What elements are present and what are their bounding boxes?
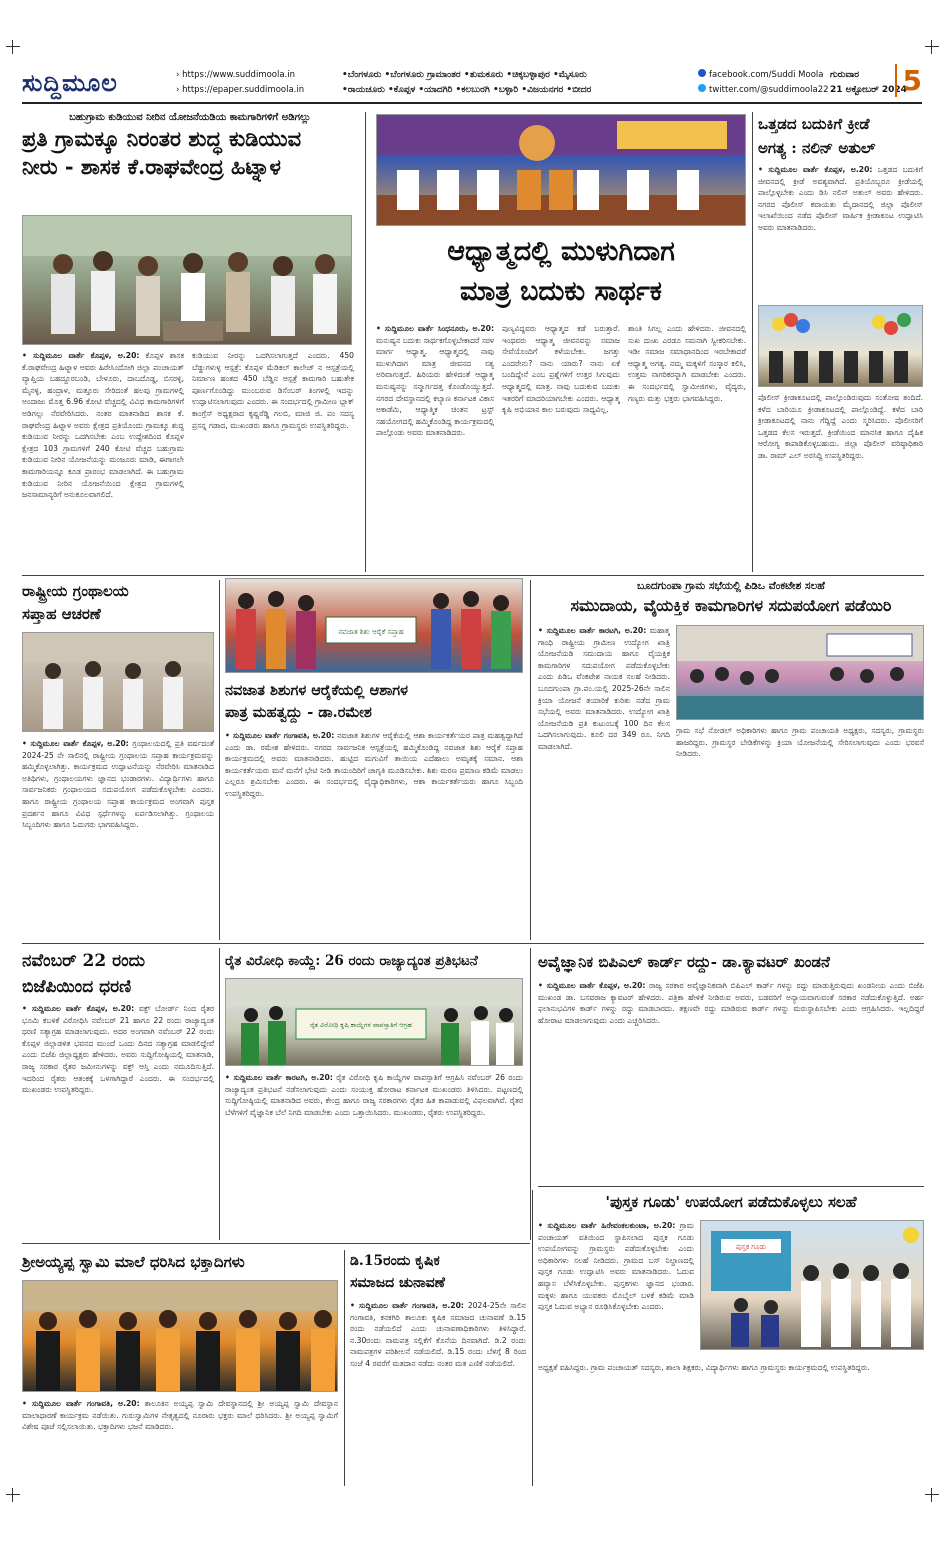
story-krishika-body <box>350 1300 526 1484</box>
photo-sports-meet <box>758 305 923 387</box>
story-library-body <box>22 738 214 938</box>
story-byline: • ಸುದ್ದಿಮೂಲ ವಾರ್ತೆ ಕೊಪ್ಪಳ, ಅ.20: <box>538 981 646 990</box>
book-nest-sign: ಪುಸ್ತಕ ಗೂಡು <box>735 1243 767 1251</box>
story-headline: ಶ್ರೀಅಯ್ಯಪ್ಪ ಸ್ವಾಮಿ ಮಾಲೆ ಧರಿಸಿದ ಭಕ್ತಾದಿಗಳು <box>22 1253 245 1271</box>
website-link[interactable]: › https://www.suddimoola.in <box>176 70 296 80</box>
photo-crowd-illustration <box>23 216 352 345</box>
story-byline: • ಸುದ್ದಿಮೂಲ ವಾರ್ತೆ ಸಿಂಧನೂರು, ಅ.20: <box>376 324 494 333</box>
issue-date-text: 21 ಅಕ್ಟೋಬರ್ 2024 <box>830 85 907 95</box>
story-headline-line2: ಬಿಜೆಪಿಯಿಂದ ಧರಣಿ <box>22 977 132 997</box>
story-byline: • ಸುದ್ದಿಮೂಲ ವಾರ್ತೆ ಕೊಪ್ಪಳ, ಅ.20: <box>22 1004 135 1013</box>
photo-ayyappa-devotees <box>22 1280 338 1392</box>
social-links <box>698 68 829 98</box>
story-headline-line2: ಅಗತ್ಯ : ನಲಿನ್ ಅತುಲ್ <box>758 139 876 157</box>
city-row-2: •ರಾಯಚೂರು •ಕೊಪ್ಪಳ •ಯಾದಗಿರಿ •ಕಲಬುರಗಿ •ಬಳ್ಳಾರಿ •ವಿಜಯನಗರ •ಬೀದರ <box>342 85 592 95</box>
photo-banner-text: ನವಜಾತ ಶಿಶು ಆರೈಕೆ ಸಪ್ತಾಹ <box>338 628 404 636</box>
story-bpl-body <box>538 980 924 1180</box>
story-byline: • ಸುದ್ದಿಮೂಲ ವಾರ್ತೆ ಗಂಗಾವತಿ, ಅ.20: <box>22 1399 140 1408</box>
story-headline: ಅವೈಜ್ಞಾನಿಕ ಬಿಪಿಎಲ್ ಕಾರ್ಡ್ ರದ್ದು- ಡಾ.ಕ್ಯಾವಟರ್ ಖಂಡನೆ <box>538 953 830 971</box>
story-byline: • ಸುದ್ದಿಮೂಲ ವಾರ್ತೆ ಕಾರಟಗಿ, ಅ.20: <box>225 1073 333 1082</box>
story-text: 2024-25ನೇ ಸಾಲಿನ ಗಂಗಾವತಿ, ಕನಕಗಿರಿ ತಾಲೂಕು ಕೃಷಿಕ ಸಮಾಜದ ಚುನಾವಣೆ ಡಿ.15 ರಂದು ನಡೆಯಲಿದೆ ಎಂದು ಚುನಾವಣಾಧಿಕಾರಿಗಳು ತಿಳಿಸಿದ್ದಾರೆ. ನ.30ರಂದು ನಾಮಪತ್ರ ಸಲ್ಲಿಕೆಗೆ ಕೊನೆಯ ದಿನವಾಗಿದೆ. ಡಿ.2 ರಂದು ನಾಮಪತ್ರಗಳ ಪರಿಶೀಲನೆ ನಡೆಯಲಿದೆ. ಡಿ.15 ರಂದು ಬೆಳಿಗ್ಗೆ 8 ರಿಂದ ಸಂಜೆ 4 ರವರೆಗೆ ಮತದಾನ ನಡೆದು ನಂತರ ಮತ ಎಣಿಕೆ ನಡೆಯಲಿದೆ. <box>350 1301 526 1368</box>
story-bjp-protest <box>22 948 217 1000</box>
masthead <box>22 64 922 104</box>
story-headline-line1: ನವೆಂಬರ್ 22 ರಂದು <box>22 951 145 971</box>
story-headline-line2: ಪಾತ್ರ ಮಹತ್ವದ್ದು - ಡಾ.ರಮೇಶ <box>225 704 372 721</box>
story-text: ಮನುಷ್ಯನ ಬದುಕು ಸಾರ್ಥಕಗೊಳ್ಳಬೇಕಾದರೆ ಸರಳ ಮಾರ್ಗ ಆಧ್ಯಾತ್ಮ. ಆಧ್ಯಾತ್ಮದಲ್ಲಿ ನಾವು ಮುಳುಗಿದಾಗ ಮಾತ್ರ ಜೀವನದ ಸತ್ಯ ಅರಿವಾಗುತ್ತದೆ. ಹಿರಿಯರು ಹೇಳಿದಂತೆ ಆಧ್ಯಾತ್ಮ ಮನುಷ್ಯನನ್ನು ಸನ್ಮಾರ್ಗದತ್ತ ಕೊಂಡೊಯ್ಯುತ್ತದೆ. ನಗರದ ದೇವಸ್ಥಾನದಲ್ಲಿ ಕಲ್ಯಾಣ ಕರ್ನಾಟಕ ವಿಕಾಸ ಅಕಾಡೆಮಿ, ಆಧ್ಯಾತ್ಮಿಕ ಚಿಂತನ ಟ್ರಸ್ಟ್ ಸಹಯೋಗದಲ್ಲಿ ಹಮ್ಮಿಕೊಂಡಿದ್ದ ಕಾರ್ಯಕ್ರಮದಲ್ಲಿ ಪಾಲ್ಗೊಂಡು ಅವರು ಮಾತನಾಡಿದರು. <box>376 335 494 438</box>
story-spiritual <box>376 232 746 312</box>
story-bpl-card <box>538 950 924 974</box>
page-number: 5 <box>895 64 922 97</box>
story-kicker: ಬಹುಗ್ರಾಮ ಕುಡಿಯುವ ನೀರಿನ ಯೋಜನೆಯಡಿಯ ಕಾಮಗಾರಿಗಳಿಗೆ ಅಡಿಗಲ್ಲು <box>69 112 311 123</box>
crop-mark <box>6 1488 20 1502</box>
story-pdo-body <box>538 625 670 940</box>
story-text-col2: ಪುಣ್ಯವಿದ್ದವರು ಆಧ್ಯಾತ್ಮದ ಕಡೆ ಬರುತ್ತಾರೆ. ಇಂಥವರು ಆಧ್ಯಾತ್ಮ ಜೀವನವನ್ನು ಸಮಾಜ ಸೇವೆಯೊಂದಿಗೆ ಕಳೆಯಬೇಕು. ಜಗತ್ತು ಎಂದರೇನು? ನಾನು ಯಾರು? ನಾನು ಏಕೆ ಬಂದಿದ್ದೇನೆ ಎಂಬ ಪ್ರಶ್ನೆಗಳಿಗೆ ಉತ್ತರ ಸಿಗುವುದು ಆಧ್ಯಾತ್ಮದಲ್ಲಿ ಮಾತ್ರ. ನಾವು ಬದುಕುವ ಬದುಕು ಇತರರಿಗೆ ಮಾದರಿಯಾಗಬೇಕು ಎಂದರು. ಆಧ್ಯಾತ್ಮ ಕೃಷಿ ಅಭಿಯಾನ ಕಾಲ ಬರುವುದು ಸಾಧ್ಯವಿಲ್ಲ. <box>502 324 620 415</box>
facebook-icon <box>698 69 706 77</box>
facebook-link[interactable]: facebook.com/Suddi Moola <box>709 70 824 80</box>
crop-mark <box>925 40 939 54</box>
story-byline: • ಸುದ್ದಿಮೂಲ ವಾರ್ತೆ ಹಿರೇವಂಕಲಕುಂಟಾ, ಅ.20: <box>538 1221 676 1230</box>
story-pdo-body-continued <box>676 725 924 940</box>
story-text: ವಕ್ಫ್ ಬೋರ್ಡ್ ನಿಂದ ರೈತರ ಭೂಮಿ ಕಬಳಿಕೆ ವಿರೋಧಿಸಿ ನವೆಂಬರ್ 21 ಹಾಗೂ 22 ರಂದು ರಾಜ್ಯಾದ್ಯಂತ ಧರಣಿ ಸತ್ಯಾಗ್ರಹ ಮಾಡಲಾಗುವುದು. ಅದರ ಅಂಗವಾಗಿ ನವೆಂಬರ್ 22 ರಂದು ಕೊಪ್ಪಳ ಜಿಲ್ಲಾಡಳಿತ ಭವನದ ಮುಂದೆ ಒಂದು ದಿನದ ಸತ್ಯಾಗ್ರಹ ಮಾಡಲಿದ್ದೇವೆ ಎಂದು ಬಿಜೆಪಿ ಜಿಲ್ಲಾಧ್ಯಕ್ಷರು ಹೇಳಿದರು. ಅವರು ಸುದ್ದಿಗೋಷ್ಠಿಯಲ್ಲಿ ಮಾತನಾಡಿ, ರಾಜ್ಯ ಸರಕಾರ ರೈತರ ಜಮೀನುಗಳನ್ನು ವಕ್ಫ್ ಆಸ್ತಿ ಎಂದು ನಮೂದಿಸುತ್ತಿದೆ. ಇದರಿಂದ ರೈತರು ಆತಂಕಕ್ಕೆ ಒಳಗಾಗಿದ್ದಾರೆ ಎಂದರು. ಈ ಸಂದರ್ಭದಲ್ಲಿ ಮುಖಂಡರು ಉಪಸ್ಥಿತರಿದ್ದರು. <box>22 1004 214 1095</box>
twitter-link[interactable]: twitter.com/@suddimoola22 <box>709 85 829 95</box>
story-byline: • ಸುದ್ದಿಮೂಲ ವಾರ್ತೆ ಕೊಪ್ಪಳ, ಅ.20: <box>22 351 140 360</box>
story-headline: ಸಮುದಾಯ, ವೈಯಕ್ತಿಕ ಕಾಮಗಾರಿಗಳ ಸದುಪಯೋಗ ಪಡೆಯಿರಿ <box>570 596 892 615</box>
story-headline-line1: ರಾಷ್ಟ್ರೀಯ ಗ್ರಂಥಾಲಯ <box>22 582 129 600</box>
story-text: ತಾಲೂಕಿನ ಅಯ್ಯಪ್ಪ ಸ್ವಾಮಿ ದೇವಸ್ಥಾನದಲ್ಲಿ ಶ್ರೀ ಅಯ್ಯಪ್ಪ ಸ್ವಾಮಿ ದೇವಸ್ಥಾನ ಮಾಲಾಧಾರಣೆ ಕಾರ್ಯಕ್ರಮ ನಡೆಯಿತು. ಗುರುಸ್ವಾಮಿಗಳ ನೇತೃತ್ವದಲ್ಲಿ ನೂರಾರು ಭಕ್ತರು ಮಾಲೆ ಧರಿಸಿದರು. ಶ್ರೀ ಅಯ್ಯಪ್ಪ ಸ್ವಾಮಿಗೆ ವಿಶೇಷ ಪೂಜೆ ಸಲ್ಲಿಸಲಾಯಿತು. ಭಕ್ತಾದಿಗಳು ಭಜನೆ ಮಾಡಿದರು. <box>22 1399 338 1432</box>
story-headline-line2: ಸಮಾಜದ ಚುನಾವಣೆ <box>350 1275 445 1291</box>
photo-book-nest <box>700 1220 924 1350</box>
photo-spiritual-event <box>376 114 746 226</box>
story-kicker: ಬೂದಗುಂಪಾ ಗ್ರಾಮ ಸಭೆಯಲ್ಲಿ ಪಿಡಿಒ ವೆಂಕಟೇಶ ಸಲಹೆ <box>637 580 825 592</box>
story-book-nest-body-continued <box>538 1362 924 1482</box>
story-byline: • ಸುದ್ದಿಮೂಲ ವಾರ್ತೆ ಗಂಗಾವತಿ, ಅ.20: <box>350 1301 464 1310</box>
story-byline: • ಸುದ್ದಿಮೂಲ ವಾರ್ತೆ ಕೊಪ್ಪಳ, ಅ.20: <box>758 165 873 174</box>
story-headline-line1: ಆಧ್ಯಾತ್ಮದಲ್ಲಿ ಮುಳುಗಿದಾಗ <box>447 236 675 267</box>
issue-day: ಗುರುವಾರ <box>830 70 860 80</box>
story-text-continued: ಅಧ್ಯಕ್ಷತೆ ವಹಿಸಿದ್ದರು. ಗ್ರಾಮ ಪಂಚಾಯತ್ ಸದಸ್ಯರು, ಶಾಲಾ ಶಿಕ್ಷಕರು, ವಿದ್ಯಾರ್ಥಿಗಳು ಹಾಗೂ ಗ್ರಾಮಸ್ಥರು ಕಾರ್ಯಕ್ರಮದಲ್ಲಿ ಉಪಸ್ಥಿತರಿದ್ದರು. <box>538 1363 870 1372</box>
crop-mark <box>925 1488 939 1502</box>
photo-gram-sabha <box>676 625 924 720</box>
story-headline-line1: ಒತ್ತಡದ ಬದುಕಿಗೆ ಕ್ರೀಡೆ <box>758 115 870 133</box>
story-text: ರಾಜ್ಯ ಸರಕಾರ ಅವೈಜ್ಞಾನಿಕವಾಗಿ ಬಿಪಿಎಲ್ ಕಾರ್ಡ್ ಗಳನ್ನು ರದ್ದು ಮಾಡುತ್ತಿರುವುದು ಖಂಡನೀಯ ಎಂದು ಬಿಜೆಪಿ ಮುಖಂಡ ಡಾ. ಬಸವರಾಜ ಕ್ಯಾವಟರ್ ಹೇಳಿದರು. ಪತ್ರಿಕಾ ಹೇಳಿಕೆ ನೀಡಿರುವ ಅವರು, ಬಡವರಿಗೆ ಅನ್ಯಾಯವಾಗುವಂತೆ ಸರಕಾರ ನಡೆದುಕೊಳ್ಳುತ್ತಿದೆ. ಅರ್ಹ ಫಲಾನುಭವಿಗಳ ಕಾರ್ಡ್ ಗಳನ್ನು ರದ್ದು ಮಾಡಬಾರದು. ತಕ್ಷಣವೇ ರದ್ದು ಮಾಡಿರುವ ಕಾರ್ಡ್ ಗಳನ್ನು ಮರುಸ್ಥಾಪಿಸಬೇಕು ಎಂದು ಆಗ್ರಹಿಸಿದರು. ಇಲ್ಲದಿದ್ದರೆ ಹೋರಾಟ ಮಾಡಲಾಗುವುದು ಎಂದು ಎಚ್ಚರಿಸಿದರು. <box>538 981 924 1025</box>
story-sports-body <box>758 164 923 300</box>
photo-water-ceremony <box>22 215 352 345</box>
story-text: ಗ್ರಾಮ ಪಂಚಾಯತ್ ವತಿಯಿಂದ ಸ್ಥಾಪಿಸಲಾದ ಪುಸ್ತಕ ಗೂಡು ಉಪಯೋಗವನ್ನು ಗ್ರಾಮಸ್ಥರು ಪಡೆದುಕೊಳ್ಳಬೇಕು ಎಂದು ಅಧಿಕಾರಿಗಳು ಸಲಹೆ ನೀಡಿದರು. ಗ್ರಾಮದ ಬಸ್ ನಿಲ್ದಾಣದಲ್ಲಿ ಪುಸ್ತಕ ಗೂಡು ಉದ್ಘಾಟಿಸಿ ಅವರು ಮಾತನಾಡಿದರು. ಓದುವ ಹವ್ಯಾಸ ಬೆಳೆಸಿಕೊಳ್ಳಬೇಕು. ಪುಸ್ತಕಗಳು ಜ್ಞಾನದ ಭಂಡಾರ. ಮಕ್ಕಳು ಹಾಗೂ ಯುವಕರು ಮೊಬೈಲ್ ಬಳಕೆ ಕಡಿಮೆ ಮಾಡಿ ಪುಸ್ತಕ ಓದುವ ಅಭ್ಯಾಸ ರೂಢಿಸಿಕೊಳ್ಳಬೇಕು ಎಂದರು. <box>538 1221 694 1312</box>
story-headline-line1: ಡಿ.15ರಂದು ಕೃಷಿಕ <box>350 1253 440 1269</box>
story-asha <box>225 680 525 724</box>
photo-farmers <box>225 978 523 1066</box>
story-byline: • ಸುದ್ದಿಮೂಲ ವಾರ್ತೆ ಕೊಪ್ಪಳ, ಅ.20: <box>22 739 129 748</box>
photo-asha-workers <box>225 578 523 673</box>
story-asha-body <box>225 730 523 940</box>
story-farmers-body <box>225 1072 523 1240</box>
story-ayyappa <box>22 1250 342 1274</box>
story-ayyappa-body <box>22 1398 338 1484</box>
story-bjp-body <box>22 1003 214 1241</box>
story-book-nest <box>538 1190 924 1214</box>
city-list <box>342 68 591 98</box>
story-headline-line2: ನೀರು - ಶಾಸಕ ಕೆ.ರಾಘವೇಂದ್ರ ಹಿಟ್ನಾಳ <box>22 154 281 179</box>
story-byline: • ಸುದ್ದಿಮೂಲ ವಾರ್ತೆ ಗಂಗಾವತಿ, ಅ.20: <box>225 731 335 740</box>
story-water-project <box>22 112 358 181</box>
story-text: ಕೊಪ್ಪಳ ಶಾಸಕ ಕೆ.ರಾಘವೇಂದ್ರ ಹಿಟ್ನಾಳ ಅವರು ಹಿರೇಸಿಂದೋಗಿ ಜಿಲ್ಲಾ ಪಂಚಾಯತ್ ವ್ಯಾಪ್ತಿಯ ಬಹದ್ದೂರಬಂಡಿ, ಬೇಳೂರು, ದಾಬದೊಡ್ಡ, ಬಿಸರಳ್ಳಿ, ಮೈನಳ್ಳಿ, ಹಂದ್ರಾಳ, ಮತ್ತೂರು ಸೇರಿದಂತೆ ಹಲವು ಗ್ರಾಮಗಳಲ್ಲಿ ಅಂದಾಜು ಮೊತ್ತ 6.96 ಕೋಟಿ ವೆಚ್ಚದಲ್ಲಿ ವಿವಿಧ ಕಾಮಗಾರಿಗಳಿಗೆ ಅಡಿಗಲ್ಲು ನೆರವೇರಿಸಿದರು. ನಂತರ ಮಾತನಾಡಿದ ಶಾಸಕ ಕೆ. ರಾಘವೇಂದ್ರ ಹಿಟ್ನಾಳ ಅವರು ಕ್ಷೇತ್ರದ ಪ್ರತಿಯೊಂದು ಗ್ರಾಮಕ್ಕೂ ಶುದ್ಧ ಕುಡಿಯುವ ನೀರನ್ನು ಒದಗಿಸಬೇಕು ಎಂಬ ಉದ್ದೇಶದಿಂದ ಕೊಪ್ಪಳ ಕ್ಷೇತ್ರದ 103 ಗ್ರಾಮಗಳಿಗೆ 240 ಕೋಟಿ ವೆಚ್ಚದ ಬಹುಗ್ರಾಮ ಕುಡಿಯುವ ನೀರಿನ ಯೋಜನೆಯನ್ನು ಮಂಜೂರು ಮಾಡಿ, ಈಗಾಗಲೇ ಕಾಮಗಾರಿಯನ್ನೂ ಕೂಡ ಪ್ರಾರಂಭ ಮಾಡಲಾಗಿದೆ. ಈ ಬಹುಗ್ರಾಮ ಕುಡಿಯುವ ನೀರಿನ ಯೋಜನೆಯಿಂದ ಕ್ಷೇತ್ರದ ಗ್ರಾಮಗಳಲ್ಲಿ ಜನಸಾಮಾನ್ಯರಿಗೆ ಅನುಕೂಲವಾಗಲಿದೆ. <box>22 351 184 500</box>
story-byline: • ಸುದ್ದಿಮೂಲ ವಾರ್ತೆ ಕಾರಟಗಿ, ಅ.20: <box>538 626 647 635</box>
story-headline-line1: ಪ್ರತಿ ಗ್ರಾಮಕ್ಕೂ ನಿರಂತರ ಶುದ್ಧ ಕುಡಿಯುವ <box>22 126 302 151</box>
twitter-icon <box>698 84 706 92</box>
story-text: ರೈತ ವಿರೋಧಿ ಕೃಷಿ ಕಾಯ್ದೆಗಳ ವಾಪಸ್ಸಾತಿಗೆ ಆಗ್ರಹಿಸಿ ನವೆಂಬರ್ 26 ರಂದು ರಾಜ್ಯಾದ್ಯಂತ ಪ್ರತಿಭಟನೆ ನಡೆಸಲಾಗುವುದು ಎಂದು ಸಂಯುಕ್ತ ಹೋರಾಟ ಕರ್ನಾಟಕ ಮುಖಂಡರು ತಿಳಿಸಿದರು. ಪಟ್ಟಣದಲ್ಲಿ ಸುದ್ದಿಗೋಷ್ಠಿಯಲ್ಲಿ ಮಾತನಾಡಿದ ಅವರು, ಕೇಂದ್ರ ಹಾಗೂ ರಾಜ್ಯ ಸರಕಾರಗಳು ರೈತರ ಹಿತ ಕಾಪಾಡುವಲ್ಲಿ ವಿಫಲವಾಗಿವೆ. ರೈತರ ಬೆಳೆಗಳಿಗೆ ವೈಜ್ಞಾನಿಕ ಬೆಲೆ ನಿಗದಿ ಮಾಡಬೇಕು ಎಂದು ಒತ್ತಾಯಿಸಿದರು. ಮುಖಂಡರು, ರೈತರು ಉಪಸ್ಥಿತರಿದ್ದರು. <box>225 1073 523 1117</box>
epaper-link[interactable]: › https://epaper.suddimoola.in <box>176 85 305 95</box>
logo: ಸುದ್ದಿಮೂಲ <box>22 68 118 97</box>
story-text: ಗ್ರಂಥಾಲಯದಲ್ಲಿ ಪ್ರತಿ ವರ್ಷದಂತೆ 2024-25 ನೇ ಸಾಲಿನಲ್ಲಿ ರಾಷ್ಟ್ರೀಯ ಗ್ರಂಥಾಲಯ ಸಪ್ತಾಹ ಕಾರ್ಯಕ್ರಮವನ್ನು ಹಮ್ಮಿಕೊಳ್ಳಲಾಗಿತ್ತು. ಕಾರ್ಯಕ್ರಮದ ಉದ್ಘಾಟನೆಯನ್ನು ನೆರವೇರಿಸಿ ಮಾತನಾಡಿದ ಅತಿಥಿಗಳು, ಗ್ರಂಥಾಲಯಗಳು ಜ್ಞಾನದ ಭಂಡಾರಗಳು. ವಿದ್ಯಾರ್ಥಿಗಳು ಹಾಗೂ ಸಾರ್ವಜನಿಕರು ಗ್ರಂಥಾಲಯದ ಸದುಪಯೋಗ ಪಡೆದುಕೊಳ್ಳಬೇಕು ಎಂದರು. ಹಾಗೂ ರಾಷ್ಟ್ರೀಯ ಗ್ರಂಥಾಲಯ ಸಪ್ತಾಹ ಕಾರ್ಯಕ್ರಮದ ಅಂಗವಾಗಿ ಪುಸ್ತಕ ಪ್ರದರ್ಶನ ಹಾಗೂ ವಿವಿಧ ಸ್ಪರ್ಧೆಗಳನ್ನು ಏರ್ಪಡಿಸಲಾಗಿತ್ತು. ಗ್ರಂಥಾಲಯ ಸಿಬ್ಬಂದಿಗಳು ಹಾಗೂ ಓದುಗರು ಭಾಗವಹಿಸಿದ್ದರು. <box>22 739 214 830</box>
story-text: ಮಹಾತ್ಮ ಗಾಂಧಿ ರಾಷ್ಟ್ರೀಯ ಗ್ರಾಮೀಣ ಉದ್ಯೋಗ ಖಾತ್ರಿ ಯೋಜನೆಯಡಿ ಸಮುದಾಯ ಹಾಗೂ ವೈಯಕ್ತಿಕ ಕಾಮಗಾರಿಗಳ ಸದುಪಯೋಗ ಪಡೆದುಕೊಳ್ಳಬೇಕು ಎಂದು ಪಿಡಿಒ ವೆಂಕಟೇಶ ನಾಯಕ ಸಲಹೆ ನೀಡಿದರು. ಬೂದಗುಂಪಾ ಗ್ರಾ.ಪಂ.ಯಲ್ಲಿ 2025-26ನೇ ಸಾಲಿನ ಕ್ರಿಯಾ ಯೋಜನೆ ತಯಾರಿಕೆ ಕುರಿತು ನಡೆದ ಗ್ರಾಮ ಸಭೆಯಲ್ಲಿ ಅವರು ಮಾತನಾಡಿದರು. ಉದ್ಯೋಗ ಖಾತ್ರಿ ಯೋಜನೆಯಡಿ ಪ್ರತಿ ಕುಟುಂಬಕ್ಕೆ 100 ದಿನ ಕೆಲಸ ಒದಗಿಸಲಾಗುವುದು. ಕೂಲಿ ದರ 349 ರೂ. ನಿಗದಿ ಮಾಡಲಾಗಿದೆ. <box>538 626 670 751</box>
story-headline-line1: ನವಜಾತ ಶಿಶುಗಳ ಆರೈಕೆಯಲ್ಲಿ ಆಶಾಗಳ <box>225 682 409 699</box>
story-text-continued: ಕುಡಿಯುವ ನೀರನ್ನು ಒದಗಿಸಲಾಗುತ್ತದೆ ಎಂದರು. 450 ಬೆಡ್ಡುಗಳುಳ್ಳ ಆಸ್ಪತ್ರೆ: ಕೊಪ್ಪಳ ಮೆಡಿಕಲ್ ಕಾಲೇಜ್ ನ ಆಸ್ಪತ್ರೆಯಲ್ಲಿ ನಿರ್ಮಾಣ ಹಂತದ 450 ಬೆಡ್ಡಿನ ಆಸ್ಪತ್ರೆ ಕಾಮಗಾರಿ ಬಹುತೇಕ ಪೂರ್ಣಗೊಂಡಿದ್ದು ಮುಂಬರುವ ಡಿಸೆಂಬರ್ ತಿಂಗಳಲ್ಲಿ ಇದನ್ನು ಉದ್ಘಾಟಿಸಲಾಗುವುದು ಎಂದರು. ಈ ಸಂದರ್ಭದಲ್ಲಿ ಗ್ರಾಮೀಣ ಬ್ಲಾಕ್ ಕಾಂಗ್ರೆಸ್ ಅಧ್ಯಕ್ಷರಾದ ಕೃಷ್ಣರೆಡ್ಡಿ ಗಲಬಿ, ಮಾಜಿ ಜಿ. ಪಂ ಸದಸ್ಯ ಪ್ರಸನ್ನ ಗಡಾದ, ಮುಖಂಡರು ಹಾಗೂ ಗ್ರಾಮಸ್ಥರು ಉಪಸ್ಥಿತರಿದ್ದರು. <box>192 351 354 430</box>
masthead-urls <box>176 68 304 98</box>
story-sports-text-continued: ಪೊಲೀಸ್ ಕ್ರೀಡಾಕೂಟದಲ್ಲಿ ಪಾಲ್ಗೊಂಡಿರುವುದು ಸಂತೋಷ ತಂದಿದೆ. ಕಳೆದ ಬಾರಿಯೂ ಕ್ರೀಡಾಕೂಟದಲ್ಲಿ ಪಾಲ್ಗೊಂಡಿದ್ದೆ. ಕಳೆದ ಬಾರಿ ಕ್ರೀಡಾಕೂಟದಲ್ಲಿ ನಾನು ಗೆದ್ದಿದ್ದೆ ಎಂದು ಸ್ಮರಿಸಿದರು. ಪೊಲೀಸರಿಗೆ ಒತ್ತಡದ ಕೆಲಸ ಇರುತ್ತದೆ. ಕ್ರೀಡೆಯಿಂದ ಮಾನಸಿಕ ಹಾಗೂ ದೈಹಿಕ ಆರೋಗ್ಯ ಕಾಪಾಡಿಕೊಳ್ಳಬಹುದು. ಜಿಲ್ಲಾ ಪೊಲೀಸ್ ವರಿಷ್ಠಾಧಿಕಾರಿ ಡಾ. ರಾಮ್ ಎಲ್ ಅರಸಿದ್ದಿ ಉಪಸ್ಥಿತರಿದ್ದರು. <box>758 393 923 460</box>
story-library-week <box>22 580 212 626</box>
story-water-body <box>22 350 354 568</box>
story-headline-line2: ಮಾತ್ರ ಬದುಕು ಸಾರ್ಥಕ <box>460 276 662 307</box>
story-headline: ರೈತ ವಿರೋಧಿ ಕಾಯ್ದೆ: 26 ರಂದು ರಾಜ್ಯಾದ್ಯಂತ ಪ್ರತಿಭಟನೆ <box>225 953 478 969</box>
photo-library-event <box>22 632 214 732</box>
city-row-1: •ಬೆಂಗಳೂರು •ಬೆಂಗಳೂರು ಗ್ರಾಮಾಂತರ •ತುಮಕೂರು •ಚಿಕ್ಕಬಳ್ಳಾಪುರ •ಮೈಸೂರು <box>342 70 587 80</box>
story-text-col3: ಶಾಂತಿ ಸಿಗಲ್ಲ ಎಂದು ಹೇಳಿದರು. ಜೀವನದಲ್ಲಿ ಸುಖ ದುಃಖ ಎರಡೂ ಸಮನಾಗಿ ಸ್ವೀಕರಿಸಬೇಕು. ಇಡೀ ಸಮಾಜ ಸಮಾಧಾನದಿಂದ ಇರಬೇಕಾದರೆ ಆಧ್ಯಾತ್ಮ ಅಗತ್ಯ. ನಮ್ಮ ಮಕ್ಕಳಿಗೆ ಸಂಸ್ಕಾರ ಕಲಿಸಿ, ಉತ್ತಮ ನಾಗರಿಕರನ್ನಾಗಿ ಮಾಡಬೇಕು ಎಂದರು. ಈ ಸಂದರ್ಭದಲ್ಲಿ ಸ್ವಾಮೀಜಿಗಳು, ವೈದ್ಯರು, ಗಣ್ಯರು ಮತ್ತು ಭಕ್ತರು ಭಾಗವಹಿಸಿದ್ದರು. <box>628 324 746 403</box>
story-text: ನವಜಾತ ಶಿಶುಗಳ ಆರೈಕೆಯಲ್ಲಿ ಆಶಾ ಕಾರ್ಯಕರ್ತೆಯರ ಪಾತ್ರ ಮಹತ್ವದ್ದಾಗಿದೆ ಎಂದು ಡಾ. ರಮೇಶ ಹೇಳಿದರು. ನಗರದ ಸಾರ್ವಜನಿಕ ಆಸ್ಪತ್ರೆಯಲ್ಲಿ ಹಮ್ಮಿಕೊಂಡಿದ್ದ ನವಜಾತ ಶಿಶು ಆರೈಕೆ ಸಪ್ತಾಹ ಕಾರ್ಯಕ್ರಮದಲ್ಲಿ ಅವರು ಮಾತನಾಡಿದರು. ಹುಟ್ಟಿದ ಮಗುವಿಗೆ ತಾಯಿಯ ಎದೆಹಾಲು ಅಮೃತಕ್ಕೆ ಸಮಾನ. ಆಶಾ ಕಾರ್ಯಕರ್ತೆಯರು ಮನೆ ಮನೆಗೆ ಭೇಟಿ ನೀಡಿ ತಾಯಂದಿರಿಗೆ ಜಾಗೃತಿ ಮೂಡಿಸಬೇಕು. ಶಿಶು ಮರಣ ಪ್ರಮಾಣ ಕಡಿಮೆ ಮಾಡಲು ಎಲ್ಲರೂ ಶ್ರಮಿಸಬೇಕು ಎಂದರು. ಈ ಸಂದರ್ಭದಲ್ಲಿ ವೈದ್ಯಾಧಿಕಾರಿಗಳು, ಆಶಾ ಕಾರ್ಯಕರ್ತೆಯರು ಹಾಗೂ ಸಿಬ್ಬಂದಿ ಉಪಸ್ಥಿತರಿದ್ದರು. <box>225 731 523 798</box>
story-krishika-election <box>350 1250 526 1294</box>
story-headline-line2: ಸಪ್ತಾಹ ಆಚರಣೆ <box>22 605 101 623</box>
story-text: ಒತ್ತಡದ ಬದುಕಿಗೆ ಜೀವನದಲ್ಲಿ ಕ್ರೀಡೆ ಅವಶ್ಯವಾಗಿದೆ. ಪ್ರತಿಯೊಬ್ಬರೂ ಕ್ರೀಡೆಯಲ್ಲಿ ಪಾಲ್ಗೊಳ್ಳಬೇಕು ಎಂದು ಡಿಸಿ ನಲಿನ್ ಅತುಲ್ ಅವರು ಹೇಳಿದರು. ನಗರದ ಪೊಲೀಸ್ ಕವಾಯತು ಮೈದಾನದಲ್ಲಿ ಜಿಲ್ಲಾ ಪೊಲೀಸ್ ಇಲಾಖೆಯಿಂದ ನಡೆದ ಪೊಲೀಸ್ ವಾರ್ಷಿಕ ಕ್ರೀಡಾಕೂಟ ಉದ್ಘಾಟಿಸಿ ಅವರು ಮಾತನಾಡಿದರು. <box>758 165 923 232</box>
story-spiritual-body <box>376 323 746 571</box>
story-headline: 'ಪುಸ್ತಕ ಗೂಡು' ಉಪಯೋಗ ಪಡೆದುಕೊಳ್ಳಲು ಸಲಹೆ <box>605 1193 857 1211</box>
story-farmers-protest <box>225 950 525 972</box>
story-sports <box>758 112 923 160</box>
story-text-col2: ಗ್ರಾಮ ಸಭೆ ನೋಡಲ್ ಅಧಿಕಾರಿಗಳು ಹಾಗೂ ಗ್ರಾಮ ಪಂಚಾಯತಿ ಅಧ್ಯಕ್ಷರು, ಸದಸ್ಯರು, ಗ್ರಾಮಸ್ಥರು ಹಾಜರಿದ್ದರು. ಗ್ರಾಮಸ್ಥರ ಬೇಡಿಕೆಗಳನ್ನು ಕ್ರಿಯಾ ಯೋಜನೆಯಲ್ಲಿ ಸೇರಿಸಲಾಗುವುದು ಎಂದು ಭರವಸೆ ನೀಡಿದರು. <box>676 726 924 759</box>
story-book-nest-body <box>538 1220 694 1360</box>
crop-mark <box>6 40 20 54</box>
story-pdo <box>538 580 924 619</box>
photo-banner-text: ರೈತ ವಿರೋಧಿ ಕೃಷಿ ಕಾಯ್ದೆಗಳ ವಾಪಸ್ಸಾತಿಗೆ ಆಗ್ರಹ <box>310 1021 412 1029</box>
